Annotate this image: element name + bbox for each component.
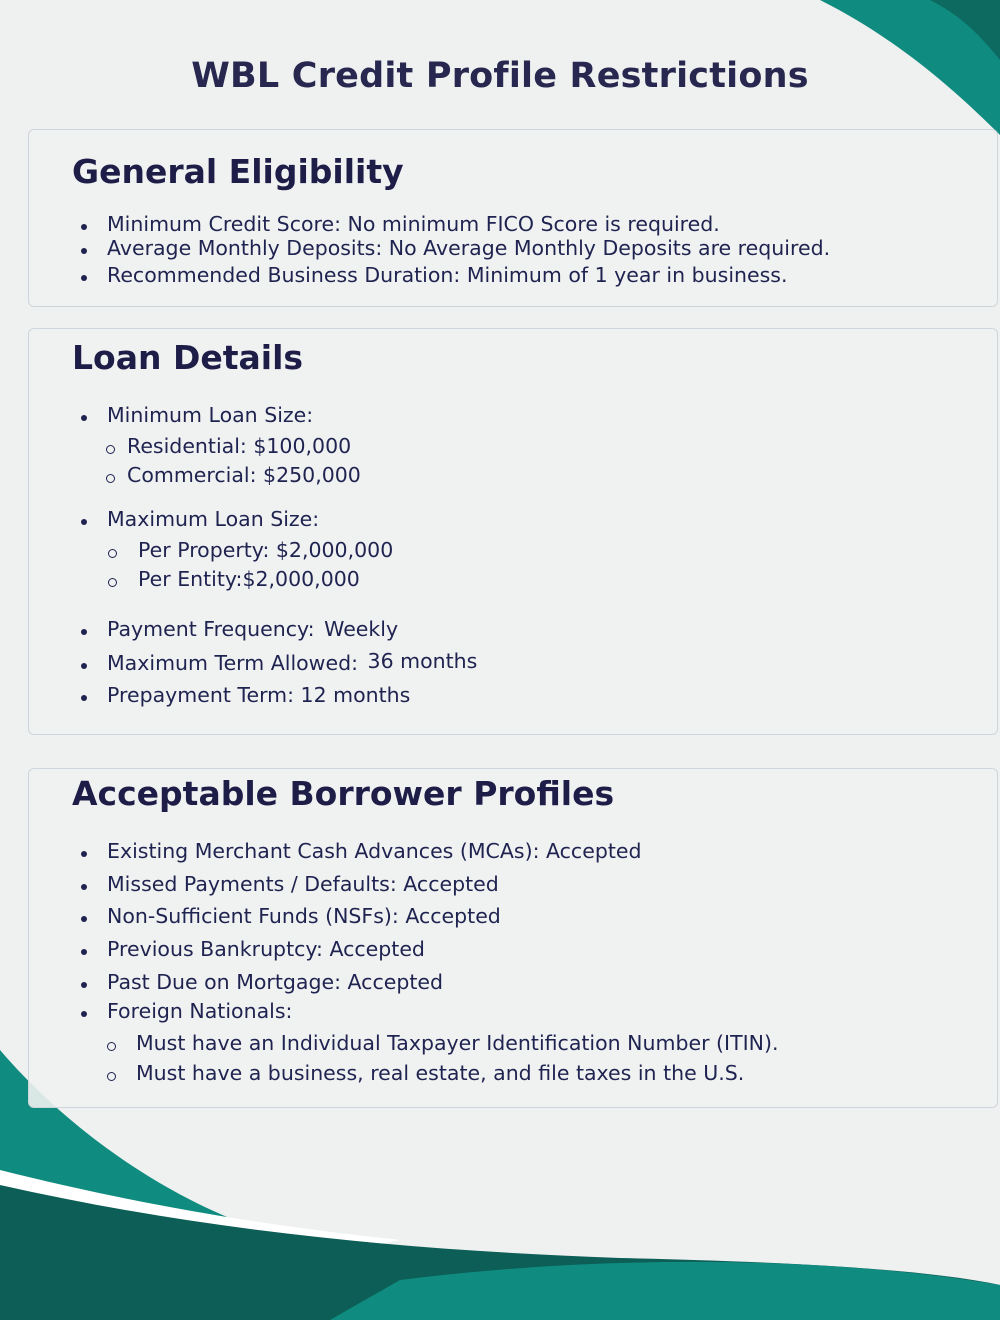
sub-list-item: Must have a business, real estate, and file taxes in the U.S. — [136, 1061, 745, 1085]
borrower-profiles-card — [28, 768, 998, 1108]
bullet — [81, 949, 87, 955]
sub-list-item: Per Entity:$2,000,000 — [138, 567, 360, 591]
bullet — [81, 916, 87, 922]
sub-bullet — [107, 1042, 116, 1051]
list-item: Past Due on Mortgage: Accepted — [107, 970, 444, 994]
bullet — [81, 663, 87, 669]
bullet — [81, 248, 87, 254]
borrower-profiles-heading: Acceptable Borrower Profiles — [72, 774, 615, 813]
sub-bullet — [106, 474, 115, 483]
sub-list-item: Must have an Individual Taxpayer Identification Number (ITIN). — [136, 1031, 779, 1055]
bullet — [81, 519, 87, 525]
bullet — [81, 629, 87, 635]
bullet — [81, 224, 87, 230]
sub-bullet — [108, 549, 117, 558]
bullet — [81, 1011, 87, 1017]
bullet — [81, 851, 87, 857]
sub-list-item: Per Property: $2,000,000 — [138, 538, 394, 562]
list-item: Foreign Nationals: — [107, 999, 293, 1023]
list-item: Existing Merchant Cash Advances (MCAs): Accepted — [107, 839, 642, 863]
min-loan-size-label: Minimum Loan Size: — [107, 403, 314, 427]
bullet — [81, 695, 87, 701]
payment-frequency — [107, 617, 398, 641]
list-item: Recommended Business Duration: Minimum of 1 year in business. — [107, 263, 788, 287]
list-item: Minimum Credit Score: No minimum FICO Score is required. — [107, 212, 720, 236]
sub-list-item: Commercial: $250,000 — [127, 463, 361, 487]
maximum-term-value: 36 months — [367, 649, 478, 673]
list-item: Non-Sufficient Funds (NSFs): Accepted — [107, 904, 501, 928]
list-item: Previous Bankruptcy: Accepted — [107, 937, 425, 961]
page-title: WBL Credit Profile Restrictions — [191, 56, 809, 96]
maximum-term-label: Maximum Term Allowed: — [107, 651, 358, 675]
prepayment-term: Prepayment Term: 12 months — [107, 683, 411, 707]
loan-details-card — [28, 328, 998, 735]
list-item: Average Monthly Deposits: No Average Monthly Deposits are required. — [107, 236, 831, 260]
general-eligibility-card — [28, 129, 998, 307]
bullet — [81, 275, 87, 281]
bullet — [81, 884, 87, 890]
payment-frequency-label: Payment Frequency: — [107, 617, 315, 641]
sub-bullet — [106, 445, 115, 454]
bullet — [81, 415, 87, 421]
maximum-term — [107, 651, 477, 675]
sub-bullet — [108, 578, 117, 587]
list-item: Missed Payments / Defaults: Accepted — [107, 872, 499, 896]
payment-frequency-value: Weekly — [324, 617, 399, 641]
loan-details-heading: Loan Details — [72, 338, 304, 377]
sub-bullet — [107, 1072, 116, 1081]
max-loan-size-label: Maximum Loan Size: — [107, 507, 320, 531]
general-eligibility-heading: General Eligibility — [72, 152, 404, 191]
sub-list-item: Residential: $100,000 — [127, 434, 352, 458]
bullet — [81, 982, 87, 988]
